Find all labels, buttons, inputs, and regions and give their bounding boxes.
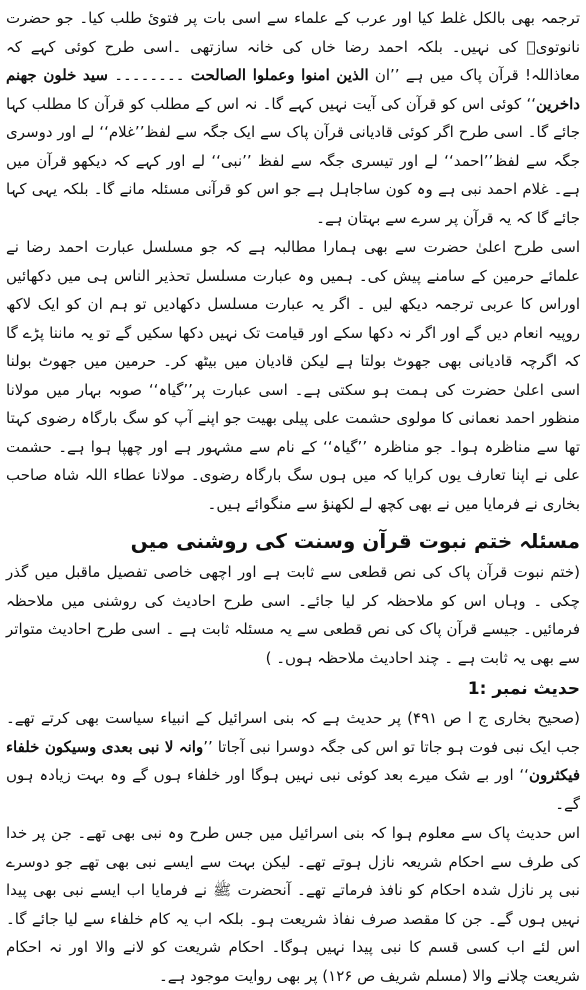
- quranic-phrase-1: الذین امنوا وعملوا الصالحت: [190, 66, 369, 84]
- paragraph-4-text-a: (صحیح بخاری ج ا ص ۴۹۱) پر حدیث ہے کہ بنی اسرائیل کے انبیاء سیاست بھی کرتے تھے۔ جب ایک نبی فوت ہو جاتا تو اس کی جگہ دوسرا نبی آجاتا ’’: [6, 709, 581, 756]
- paragraph-5: اس حدیث پاک سے معلوم ہوا کہ بنی اسرائیل میں جس طرح وہ نبی بھی تھے۔ جن پر خدا کی طرف سے احکام شریعہ نازل ہوتے تھے۔ لیکن بہت سے ایسے نبی بھی تھے جو دوسرے نبی پر نازل شدہ احکام کو نافذ فرماتے تھے۔ آنحضرت ﷺ نے فرمایا اب ایسے نبی بھی پیدا نہیں ہوں گے۔ جن کا مقصد صرف نفاذ شریعت ہو۔ بلکہ اب یہ کام خلفاء سے لیا جائے گا۔ اس لئے اب کسی قسم کا نبی پیدا نہیں ہوگا۔ احکام شریعت کو لانے والا اور نہ احکام شریعت چلانے والا (مسلم شریف ص ۱۲۶) پر بھی روایت موجود ہے۔: [6, 824, 580, 985]
- hadith-arabic-text: وانہ لا نبی بعدی وسیکون خلفاء فیکثرون: [6, 737, 580, 784]
- paragraph-2: اسی طرح اعلیٰ حضرت سے بھی ہمارا مطالبہ ہے کہ جو مسلسل عبارت احمد رضا نے علمائے حرمین کے سامنے پیش کی۔ ہمیں وہ عبارت مسلسل تحذیر الناس ہی میں دکھائیں اوراس کا عربی ترجمہ دیکھ لیں ۔ اگر یہ عبارت مسلسل دکھادیں تو ہم ان کو ایک لاکھ روپیہ انعام دیں گے اور اگر نہ دکھا سکے اور قیامت تک نہیں دکھا سکیں گے تو یہ ماننا پڑے گا کہ اگرچہ قادیانی بھی جھوٹ بولتا ہے لیکن قادیان میں بیٹھ کر۔ حرمین میں جھوٹ بولنا اسی اعلیٰ حضرت کی ہمت ہو سکتی ہے۔ اسی عبارت پر’’گیاہ‘‘ صوبہ بہار میں مولانا منظور احمد نعمانی کا مولوی حشمت علی پیلی بھیت جو اپنے آپ کو سگ بارگاہ رضوی کہتا تھا سے مناظرہ ہوا۔ جو مناظرہ ’’گیاہ‘‘ کے نام سے مشہور ہے اور چھپا ہوا ہے۔ حشمت علی نے اپنا تعارف یوں کرایا کہ میں ہوں سگ بارگاہ رضوی۔ مولانا عطاء اللہ شاہ صاحب بخاری نے فرمایا میں نے بھی کچھ لے لکھنؤ سے منگوائے ہیں۔: [6, 238, 580, 513]
- hadith-number-heading: حدیث نمبر :1: [467, 679, 580, 699]
- paragraph-1: [6, 4, 580, 232]
- paragraph-4: [6, 704, 580, 818]
- section-heading: مسئلہ ختم نبوت قرآن وسنت کی روشنی میں: [130, 529, 580, 553]
- paragraph-1-text-a: ترجمہ بھی بالکل غلط کیا اور عرب کے علماء سے اسی بات پر فتوئ طلب کیا۔ جو حضرت نانوتویؒ کی نہیں۔ بلکہ احمد رضا خاں کی خانہ سازتھی ۔اسی طرح کوئی کہے کہ معاذاللہ! قرآن پاک میں ہے ’’ان: [6, 9, 580, 84]
- paragraph-3: (ختم نبوت قرآن پاک کی نص قطعی سے ثابت ہے اور اچھی خاصی تفصیل ماقبل میں گذر چکی ۔ وہاں اس کو ملاحظہ کر لیا جائے۔ اسی طرح احادیث کی روشنی میں ملاحظہ فرمائیں۔ جیسے قرآن پاک کی نص قطعی سے یہ مسئلہ ثابت ہے ۔ اسی طرح احادیث متواتر سے بھی یہ ثابت ہے ۔ چند احادیث ملاحظہ ہوں۔ ): [6, 563, 580, 667]
- paragraph-1-ellipsis: ۔۔۔۔۔۔۔۔: [114, 66, 185, 84]
- paragraph-4-text-b: ‘‘ اور بے شک میرے بعد کوئی نبی نہیں ہوگا اور خلفاء ہوں گے وہ بہت زیادہ ہوں گے۔: [6, 766, 580, 813]
- quranic-phrase-2: سید خلون جھنم داخرین: [6, 66, 580, 113]
- paragraph-1-text-c: ‘‘ کوئی اس کو قرآن کی آیت نہیں کہے گا۔ نہ اس کے مطلب کو قرآن کا مطلب کہا جائے گا۔ اسی طرح اگر کوئی قادیانی قرآن پاک سے ایک جگہ سے لفظ’’غلام‘‘ لے اور دوسری جگہ سے لفظ’’احمد‘‘ لے اور تیسری جگہ سے لفظ ’’نبی‘‘ لے اور کہے کہ دیکھو قرآن میں ہے۔ غلام احمد نبی ہے وہ کون ساجاہل ہے جو اس کو قرآنی مسئلہ مانے گا۔ بلکہ یہی کہا جائے گا کہ یہ قرآن پر سرے سے بہتان ہے۔: [6, 94, 580, 227]
